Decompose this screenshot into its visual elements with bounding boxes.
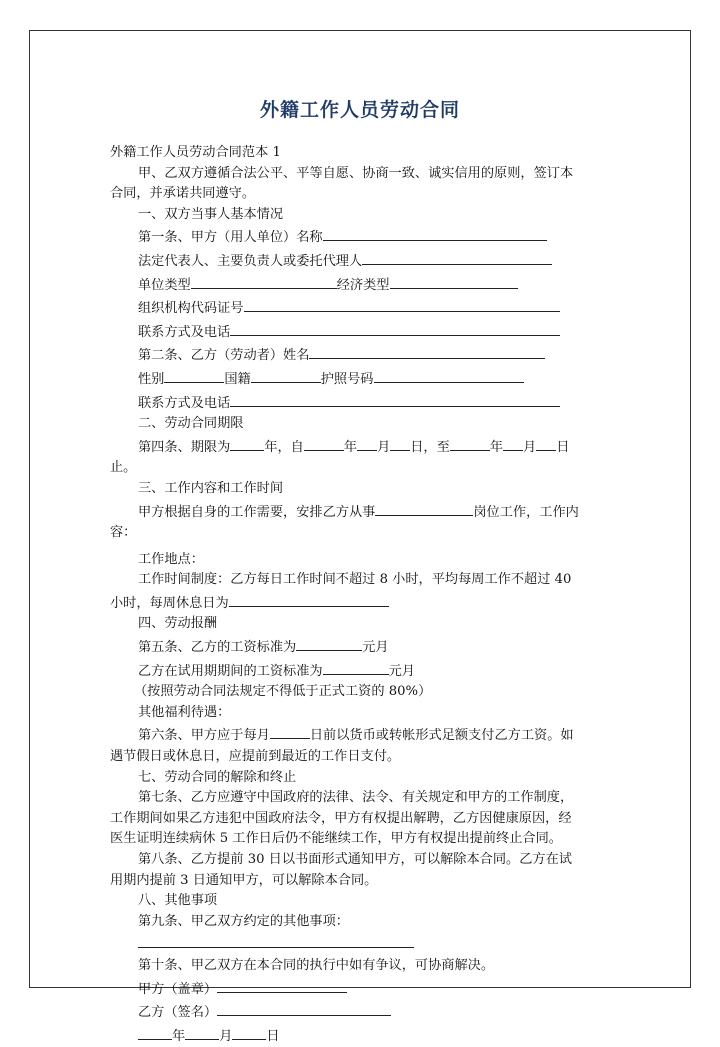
contact-field-1[interactable]: [230, 320, 560, 336]
start-month-field[interactable]: [357, 435, 377, 451]
nationality-label: 国籍: [224, 371, 251, 387]
representative-label: 法定代表人、主要负责人或委托代理人: [138, 253, 363, 269]
article-4-end: 止。: [110, 460, 137, 476]
econ-type-field[interactable]: [390, 273, 518, 289]
article-6-payday: [110, 723, 615, 747]
article-7-line-1: 第七条、乙方应遵守中国政府的法律、法令、有关规定和甲方的工作制度，: [138, 790, 574, 806]
section-2-heading: 二、劳动合同期限: [138, 416, 244, 432]
start-year-label: 年: [343, 439, 358, 455]
article-6-line-2: 遇节假日或休息日，应提前到最近的工作日支付。: [110, 749, 401, 765]
term-years-field[interactable]: [230, 435, 264, 451]
trial-salary-field[interactable]: [323, 659, 389, 675]
representative-row: [110, 249, 615, 273]
contact-field-2[interactable]: [230, 391, 560, 407]
sign-month-field[interactable]: [185, 1024, 219, 1040]
salary-label: 第五条、乙方的工资标准为: [138, 640, 297, 656]
contract-body: [110, 143, 615, 1047]
start-day-label: 日，至: [410, 439, 450, 455]
contact-label-1: 联系方式及电话: [138, 324, 231, 340]
gender-label: 性别: [138, 371, 165, 387]
salary-field[interactable]: [296, 635, 362, 651]
contact-row-2: [110, 391, 615, 415]
work-content-label: 甲方根据自身的工作需要，安排乙方从事: [138, 504, 376, 520]
sign-month-label: 月: [219, 1028, 233, 1044]
end-month-field[interactable]: [503, 435, 523, 451]
org-code-row: [110, 296, 615, 320]
payday-field[interactable]: [270, 723, 310, 739]
subtitle: 外籍工作人员劳动合同范本 1: [110, 145, 281, 160]
gender-field[interactable]: [164, 367, 224, 383]
section-1-heading: 一、双方当事人基本情况: [138, 206, 284, 222]
article-5-salary: [110, 635, 615, 659]
section-4-heading: 四、劳动报酬: [138, 616, 218, 632]
passport-field[interactable]: [374, 367, 524, 383]
welfare-label: 其他福利待遇：: [138, 704, 231, 720]
econ-type-label: 经济类型: [336, 277, 390, 293]
contact-row-1: [110, 320, 615, 344]
employer-name-label: 第一条、甲方（用人单位）名称: [138, 230, 323, 246]
signing-date-row: [110, 1024, 615, 1047]
work-content-row: [110, 500, 615, 524]
start-day-field[interactable]: [390, 435, 410, 451]
nationality-field[interactable]: [251, 367, 321, 383]
work-content-suffix: 岗位工作，工作内: [473, 504, 579, 520]
org-code-label: 组织机构代码证号: [138, 301, 244, 317]
other-items-row: [110, 932, 615, 956]
employer-name-field[interactable]: [323, 225, 547, 241]
representative-field[interactable]: [362, 249, 552, 265]
employee-name-field[interactable]: [309, 343, 545, 359]
rest-day-label: 小时，每周休息日为: [110, 595, 229, 611]
section-8-heading: 八、其他事项: [138, 893, 218, 909]
party-b-label: 乙方（签名）: [138, 1005, 218, 1021]
party-a-row: [110, 977, 615, 1001]
section-3-heading: 三、工作内容和工作时间: [138, 480, 284, 496]
unit-type-row: [110, 273, 615, 297]
end-day-field[interactable]: [536, 435, 556, 451]
sign-year-field[interactable]: [138, 1024, 172, 1040]
end-year-field[interactable]: [450, 435, 490, 451]
term-from-label: 年，自: [264, 439, 304, 455]
party-b-signature-field[interactable]: [217, 1000, 391, 1016]
end-year-label: 年: [489, 439, 503, 455]
intro-line-2: 合同，并承诺共同遵守。: [110, 186, 256, 202]
sign-day-label: 日: [266, 1028, 280, 1044]
start-year-field[interactable]: [304, 435, 344, 451]
article-9: 第九条、甲乙双方约定的其他事项：: [138, 913, 349, 929]
article-2-name: [110, 343, 615, 367]
end-month-label: 月: [523, 439, 537, 455]
employee-name-label: 第二条、乙方（劳动者）姓名: [138, 348, 310, 364]
party-a-label: 甲方（盖章）: [138, 981, 218, 997]
article-1-name: [110, 225, 615, 249]
work-location: 工作地点：: [138, 551, 204, 567]
article-8-line-2: 用期内提前 3 日通知甲方，可以解除本合同。: [110, 872, 378, 888]
trial-salary-label: 乙方在试用期期间的工资标准为: [138, 663, 323, 679]
rest-day-field[interactable]: [229, 591, 389, 607]
other-items-field[interactable]: [138, 932, 414, 948]
article-8-line-1: 第八条、乙方提前 30 日以书面形式通知甲方，可以解除本合同。乙方在试: [138, 852, 572, 867]
start-month-label: 月: [377, 439, 391, 455]
passport-label: 护照号码: [320, 371, 374, 387]
unit-type-label: 单位类型: [138, 277, 191, 293]
page-title: 外籍工作人员劳动合同: [259, 99, 460, 121]
gender-row: [110, 367, 615, 391]
work-hours-line-2: [110, 591, 615, 615]
job-position-field[interactable]: [375, 500, 473, 516]
article-7-line-3: 医生证明连续病休 5 工作日后仍不能继续工作，甲方有权提出提前终止合同。: [110, 831, 562, 847]
work-content-end: 容：: [110, 525, 137, 541]
work-hours-line-1: 工作时间制度：乙方每日工作时间不超过 8 小时，平均每周工作不超过 40: [138, 572, 572, 588]
party-a-seal-field[interactable]: [217, 977, 347, 993]
intro-line-1: 甲、乙双方遵循合法公平、平等自愿、协商一致、诚实信用的原则，签订本: [138, 165, 574, 181]
org-code-field[interactable]: [244, 296, 560, 312]
term-label: 第四条、期限为: [138, 439, 231, 455]
trial-salary-note: （按照劳动合同法规定不得低于正式工资的 80%）: [134, 684, 432, 700]
payday-suffix: 日前以货币或转帐形式足额支付乙方工资。如: [309, 728, 574, 744]
payday-label: 第六条、甲方应于每月: [138, 728, 270, 744]
article-4-term: [110, 435, 615, 459]
party-b-row: [110, 1000, 615, 1024]
contact-label-2: 联系方式及电话: [138, 395, 231, 411]
section-7-heading: 七、劳动合同的解除和终止: [138, 769, 297, 785]
salary-unit: 元月: [362, 640, 389, 656]
end-day-label: 日: [556, 439, 570, 455]
trial-salary-unit: 元月: [388, 663, 415, 679]
sign-day-field[interactable]: [232, 1024, 266, 1040]
article-10: 第十条、甲乙双方在本合同的执行中如有争议，可协商解决。: [138, 957, 495, 973]
article-7-line-2: 工作期间如果乙方违犯中国政府法令，甲方有权提出解聘，乙方因健康原因，经: [110, 810, 572, 826]
trial-salary-row: [110, 659, 615, 683]
sign-year-label: 年: [172, 1028, 186, 1044]
unit-type-field[interactable]: [191, 273, 337, 289]
